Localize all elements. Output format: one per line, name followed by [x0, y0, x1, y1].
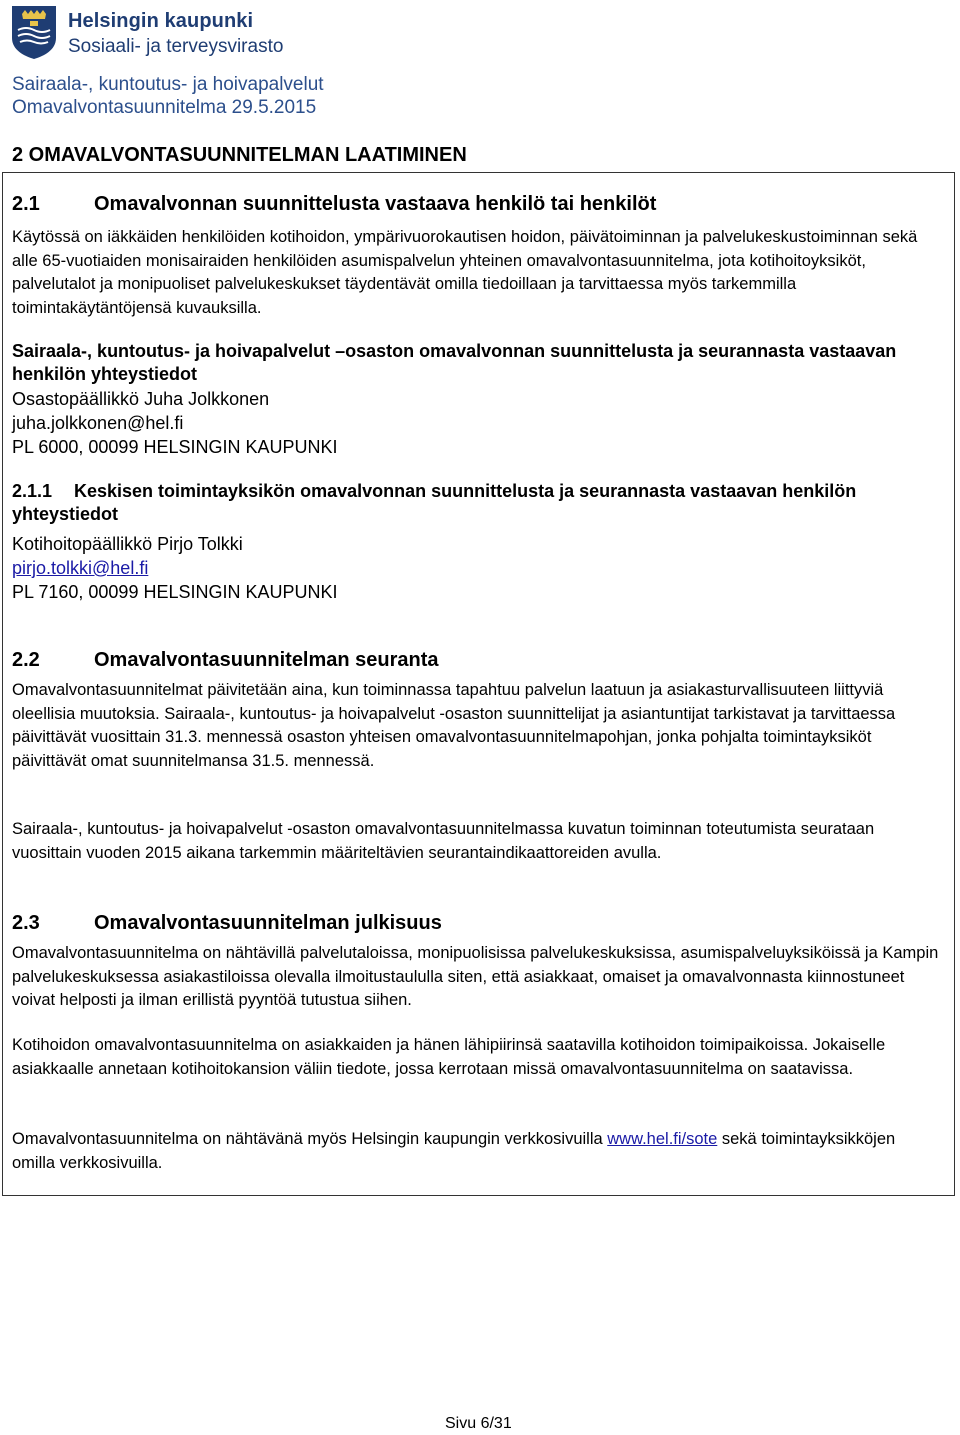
section-title: Keskisen toimintayksikön omavalvonnan suunnittelusta ja seurannasta vastaavan henkilön yhteystiedot [12, 481, 857, 524]
department-contact-heading: Sairaala-, kuntoutus- ja hoivapalvelut –osaston omavalvonnan suunnittelusta ja seurannasta vastaavan henkilön yhteystiedot [12, 341, 897, 384]
department-name: Sairaala-, kuntoutus- ja hoivapalvelut [12, 74, 324, 95]
section-number: 2.1.1 [12, 481, 53, 501]
section-title: Omavalvontasuunnitelman julkisuus [94, 912, 442, 934]
contact-address: PL 7160, 00099 HELSINGIN KAUPUNKI [12, 582, 338, 602]
organization-name: Helsingin kaupunki [68, 10, 254, 32]
contact-address: PL 6000, 00099 HELSINGIN KAUPUNKI [12, 437, 338, 457]
contact-role: Osastopäällikkö Juha Jolkkonen [12, 389, 270, 409]
paragraph-text-after-link: sekä toimintayksikköjen omilla verkkosivuilla. [12, 1130, 896, 1172]
section-number: 2.3 [12, 912, 40, 934]
section-2-2-paragraph-1: Omavalvontasuunnitelmat päivitetään aina, kun toiminnassa tapahtuu palvelun laatuun ja asiakasturvallisuuteen liittyviä oleellisia muutoksia. Sairaala-, kuntoutus- ja hoivapalvelut -osaston suunnittelijat ja asiantuntijat tarkistavat ja tarvittaessa päivittävät vuosittain 31.3. mennessä osaston yhteisen omavalvontasuunnitelmapohjan, jonka pohjalta toimintayksiköt päivittävät omat suunnitelmansa 31.5. mennessä. [12, 681, 896, 770]
contact-role: Kotihoitopäällikkö Pirjo Tolkki [12, 534, 243, 554]
organization-subunit: Sosiaali- ja terveysvirasto [68, 36, 284, 57]
section-2-3-heading [12, 911, 442, 935]
section-2-1-1-heading [12, 480, 942, 526]
plan-date: Omavalvontasuunnitelma 29.5.2015 [12, 97, 317, 118]
chapter-title: 2 OMAVALVONTASUUNNITELMAN LAATIMINEN [12, 144, 467, 166]
section-2-1-heading [12, 192, 656, 216]
section-2-3-paragraph-2: Kotihoidon omavalvontasuunnitelma on asiakkaiden ja hänen lähipiirinsä saatavilla kotihoidon toimipaikoissa. Jokaiselle asiakkaalle annetaan kotihoitokansion väliin tiedote, jossa kerrotaan missä omavalvontasuunnitelma on saatavissa. [12, 1036, 886, 1078]
website-link[interactable]: www.hel.fi/sote [607, 1130, 718, 1148]
section-2-3-paragraph-3 [12, 1128, 942, 1175]
section-2-3-paragraph-1: Omavalvontasuunnitelma on nähtävillä palvelutaloissa, monipuolisissa palvelukeskuksissa, asumispalveluyksiköissä ja Kampin palvelukeskuksessa asiakastiloissa olevalla ilmoitustaululla siten, että asiakkaat, omaiset ja omavalvonnasta kiinnostuneet voivat helposti ja ilman erillistä pyyntöä tutustua siihen. [12, 944, 939, 1009]
section-2-2-heading [12, 648, 439, 672]
section-2-2-paragraph-2: Sairaala-, kuntoutus- ja hoivapalvelut -osaston omavalvontasuunnitelmassa kuvatun toiminnan toteutumista seurataan vuosittain vuoden 2015 aikana tarkemmin määriteltävien seurantaindikaattoreiden avulla. [12, 820, 875, 862]
document-header [10, 4, 610, 124]
paragraph-text-before-link: Omavalvontasuunnitelma on nähtävänä myös Helsingin kaupungin verkkosivuilla [12, 1130, 608, 1148]
unit-contact-block [12, 532, 338, 604]
contact-email: juha.jolkkonen@hel.fi [12, 413, 184, 433]
department-contact-block [12, 387, 338, 459]
page-number: Sivu 6/31 [445, 1415, 512, 1432]
section-2-1-body: Käytössä on iäkkäiden henkilöiden kotihoidon, ympärivuorokautisen hoidon, päivätoiminnan ja palvelukeskustoiminnan sekä alle 65-vuotiaiden monisairaiden henkilöiden asumispalvelun yhteinen omavalvontasuunnitelma, jota kotihoitoyksiköt, palvelutalot ja monipuoliset palvelukeskukset täydentävät omilla tiedoillaan ja tarvittaessa myös tarkemmilla toimintakäytäntöjensä kuvauksilla. [12, 228, 918, 317]
contact-email-link[interactable]: pirjo.tolkki@hel.fi [12, 558, 149, 578]
section-title: Omavalvontasuunnitelman seuranta [94, 649, 439, 671]
helsinki-crest-icon [10, 4, 58, 60]
section-title: Omavalvonnan suunnittelusta vastaava henkilö tai henkilöt [94, 193, 657, 215]
section-number: 2.2 [12, 649, 40, 671]
section-number: 2.1 [12, 193, 40, 215]
